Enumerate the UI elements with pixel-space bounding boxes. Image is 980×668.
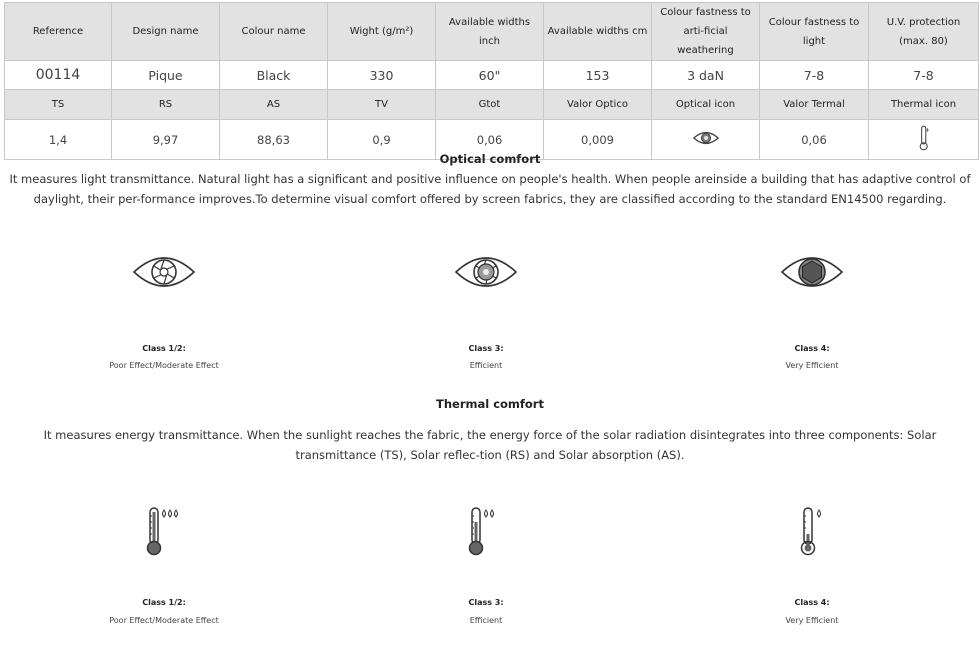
header-cell: Colour fastness to arti-ficial weathering [652,3,760,61]
value-cell: 330 [328,61,436,90]
header-cell: AS [220,90,328,120]
optical-class-4 [712,252,912,370]
header-cell: RS [112,90,220,120]
class-desc: Poor Effect/Moderate Effect [109,616,219,625]
header-cell: Available widths inch [436,3,544,61]
eye-aperture-icon [132,252,196,292]
header-cell: Colour name [220,3,328,61]
value-cell: 0,009 [544,120,652,160]
class-name: Class 1/2: [142,344,186,353]
value-cell: 0,06 [760,120,869,160]
value-cell: 00114 [5,61,112,90]
header-cell: Gtot [436,90,544,120]
header-cell: Design name [112,3,220,61]
class-name: Class 4: [794,598,830,607]
header-cell: Reference [5,3,112,61]
value-cell: 7-8 [760,61,869,90]
eye-aperture-icon [454,252,518,292]
table-header-row-2 [5,90,979,120]
value-cell: 9,97 [112,120,220,160]
thermal-class-1-2 [64,506,264,625]
table-header-row-1 [5,3,979,61]
optical-class-1-2 [64,252,264,370]
thermal-comfort-title: Thermal comfort [436,397,544,411]
header-cell: Valor Termal [760,90,869,120]
header-cell: TS [5,90,112,120]
thermometer-one-drop-icon [792,506,832,556]
header-cell: U.V. protection (max. 80) [869,3,979,61]
value-cell: 0,06 [436,120,544,160]
class-desc: Poor Effect/Moderate Effect [109,361,219,370]
eye-aperture-icon [780,252,844,292]
thermometer-three-drops-icon [144,506,184,556]
value-cell: 3 daN [652,61,760,90]
optical-comfort-text: It measures light transmittance. Natural light has a significant and positive influence on people's health. When people areinside a building that has adaptive control of daylight, their per-formance improves.To determine visual comfort offered by screen fabrics, they are classified according to the standard EN14500 regarding. [9,172,971,206]
spec-table [4,2,979,160]
thermal-class-3 [386,506,586,625]
header-cell: Wight (g/m²) [328,3,436,61]
value-cell: Black [220,61,328,90]
class-desc: Very Efficient [785,361,839,370]
value-cell: 88,63 [220,120,328,160]
header-cell: Thermal icon [869,90,979,120]
header-cell: Available widths cm [544,3,652,61]
thermal-comfort-text: It measures energy transmittance. When the sunlight reaches the fabric, the energy force of the solar radiation disintegrates into three components: Solar transmittance (TS), Solar reflec-tion (RS) and Solar absorption (AS). [43,428,937,462]
class-desc: Very Efficient [785,616,839,625]
class-name: Class 1/2: [142,598,186,607]
header-cell: Optical icon [652,90,760,120]
value-cell: 153 [544,61,652,90]
class-name: Class 4: [794,344,830,353]
class-desc: Efficient [469,361,503,370]
table-row [5,61,979,90]
class-name: Class 3: [468,344,504,353]
value-cell: 1,4 [5,120,112,160]
optical-comfort-title: Optical comfort [439,152,541,166]
header-cell: Colour fastness to light [760,3,869,61]
thermometer-two-drops-icon [466,506,506,556]
value-cell: 7-8 [869,61,979,90]
value-cell: 60" [436,61,544,90]
optical-class-3 [386,252,586,370]
thermal-class-4 [712,506,912,625]
class-name: Class 3: [468,598,504,607]
header-cell: TV [328,90,436,120]
eye-icon [693,130,719,146]
header-cell: Valor Optico [544,90,652,120]
thermometer-icon [917,125,931,151]
class-desc: Efficient [469,616,503,625]
value-cell: 0,9 [328,120,436,160]
value-cell: Pique [112,61,220,90]
